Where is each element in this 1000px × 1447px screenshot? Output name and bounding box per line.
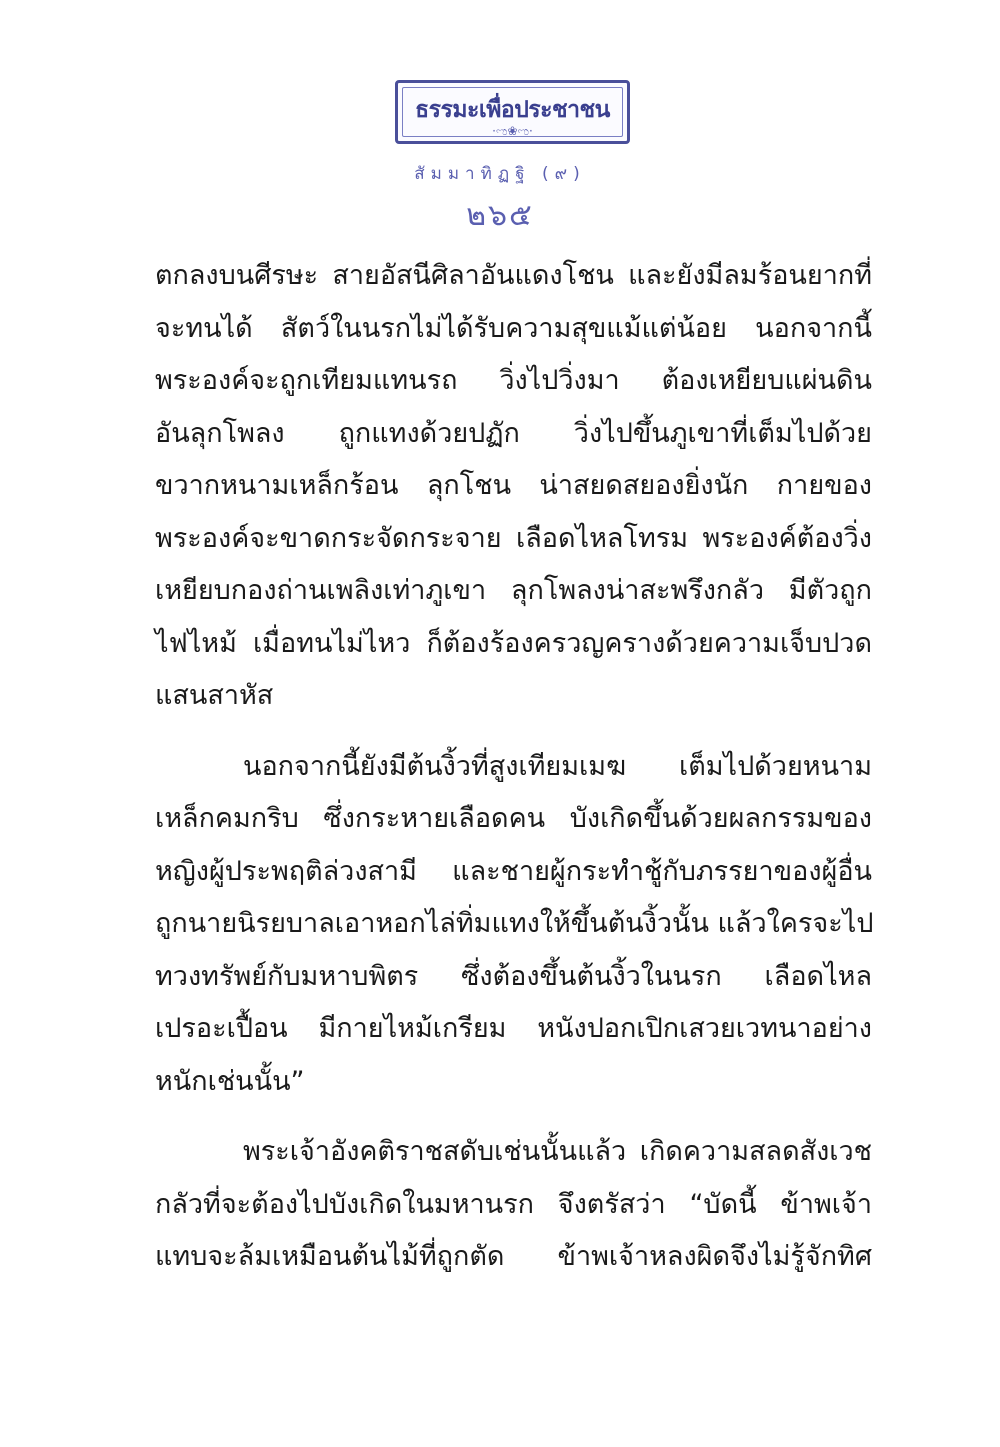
text-line: พระเจ้าอังคติราชสดับเช่นนั้นแล้ว เกิดความสลดสังเวช bbox=[243, 1136, 872, 1167]
publication-logo bbox=[395, 80, 630, 144]
text-line: ทวงทรัพย์กับมหาบพิตร ซึ่งต้องขึ้นต้นงิ้วในนรก เลือดไหล bbox=[155, 960, 872, 992]
text-line: เหล็กคมกริบ ซึ่งกระหายเลือดคน บังเกิดขึ้นด้วยผลกรรมของ bbox=[155, 803, 872, 834]
text-line: หนักเช่นนั้น” bbox=[155, 1065, 305, 1097]
paragraph-gap bbox=[155, 723, 872, 741]
text-line: จะทนได้ สัตว์ในนรกไม่ได้รับความสุขแม้แต่น้อย นอกจากนี้ bbox=[155, 312, 872, 344]
text-line: พระองค์จะถูกเทียมแทนรถ วิ่งไปวิ่งมา ต้องเหยียบแผ่นดิน bbox=[155, 365, 872, 396]
logo-ornament-icon: ·ಌ❀ಌ· bbox=[492, 124, 533, 138]
paragraph-gap bbox=[155, 1108, 872, 1126]
page-number: ๒๖๕ bbox=[466, 198, 534, 233]
text-line: หญิงผู้ประพฤติล่วงสามี และชายผู้กระทำชู้กับภรรยาของผู้อื่น bbox=[155, 855, 872, 887]
body-text bbox=[155, 250, 872, 1284]
text-line: กลัวที่จะต้องไปบังเกิดในมหานรก จึงตรัสว่า “บัดนี้ ข้าพเจ้า bbox=[155, 1188, 872, 1220]
text-line: เปรอะเปื้อน มีกายไหม้เกรียม หนังปอกเปิกเสวยเวทนาอย่าง bbox=[155, 1013, 872, 1044]
text-line: ไฟไหม้ เมื่อทนไม่ไหว ก็ต้องร้องครวญครางด้วยความเจ็บปวด bbox=[155, 627, 872, 659]
text-line: เหยียบกองถ่านเพลิงเท่าภูเขา ลุกโพลงน่าสะพรึงกลัว มีตัวถูก bbox=[155, 575, 872, 606]
text-line: พระองค์จะขาดกระจัดกระจาย เลือดไหลโทรม พระองค์ต้องวิ่ง bbox=[155, 522, 872, 554]
text-line: อันลุกโพลง ถูกแทงด้วยปฏัก วิ่งไปขึ้นภูเขาที่เต็มไปด้วย bbox=[155, 417, 872, 449]
text-line: แทบจะล้มเหมือนต้นไม้ที่ถูกตัด ข้าพเจ้าหลงผิดจึงไม่รู้จักทิศ bbox=[155, 1241, 872, 1272]
text-line: ขวากหนามเหล็กร้อน ลุกโชน น่าสยดสยองยิ่งนัก กายของ bbox=[155, 470, 872, 501]
text-line: นอกจากนี้ยังมีต้นงิ้วที่สูงเทียมเมฆ เต็มไปด้วยหนาม bbox=[243, 750, 872, 782]
logo-title: ธรรมะเพื่อประชาชน bbox=[415, 97, 610, 123]
chapter-subtitle: สัมมาทิฏฐิ (๙) bbox=[414, 164, 586, 184]
text-line: ถูกนายนิรยบาลเอาหอกไล่ทิ่มแทงให้ขึ้นต้นงิ้วนั้น แล้วใครจะไป bbox=[155, 908, 874, 939]
text-line: ตกลงบนศีรษะ สายอัสนีศิลาอันแดงโชน และยังมีลมร้อนยากที่ bbox=[155, 260, 872, 291]
text-line: แสนสาหัส bbox=[155, 680, 274, 711]
